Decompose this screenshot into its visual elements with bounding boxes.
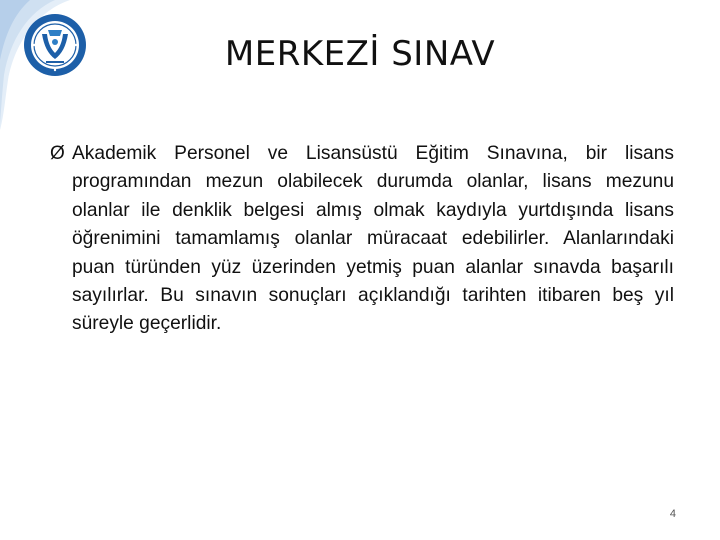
page-number: 4 bbox=[669, 508, 676, 520]
bullet-text: Akademik Personel ve Lisansüstü Eğitim Sınavına, bir lisans programından mezun olabilecek durumda olanlar, lisans mezunu olanlar ile denklik belgesi almış olmak kaydıyla yurtdışında lisans öğrenimini tamamlamış olanlar müracaat edebilirler. Alanlarındaki puan türünden yüz üzerinden yetmiş puan alanlar sınavda başarılı sayılırlar. Bu sınavın sonuçları açıklandığı tarihten itibaren beş yıl süreyle geçerlidir. bbox=[72, 143, 674, 335]
slide-content bbox=[50, 140, 674, 339]
slide-title: MERKEZİ SINAV bbox=[224, 34, 496, 74]
arrow-bullet-icon: Ø bbox=[50, 143, 65, 164]
bullet-item bbox=[50, 140, 674, 339]
